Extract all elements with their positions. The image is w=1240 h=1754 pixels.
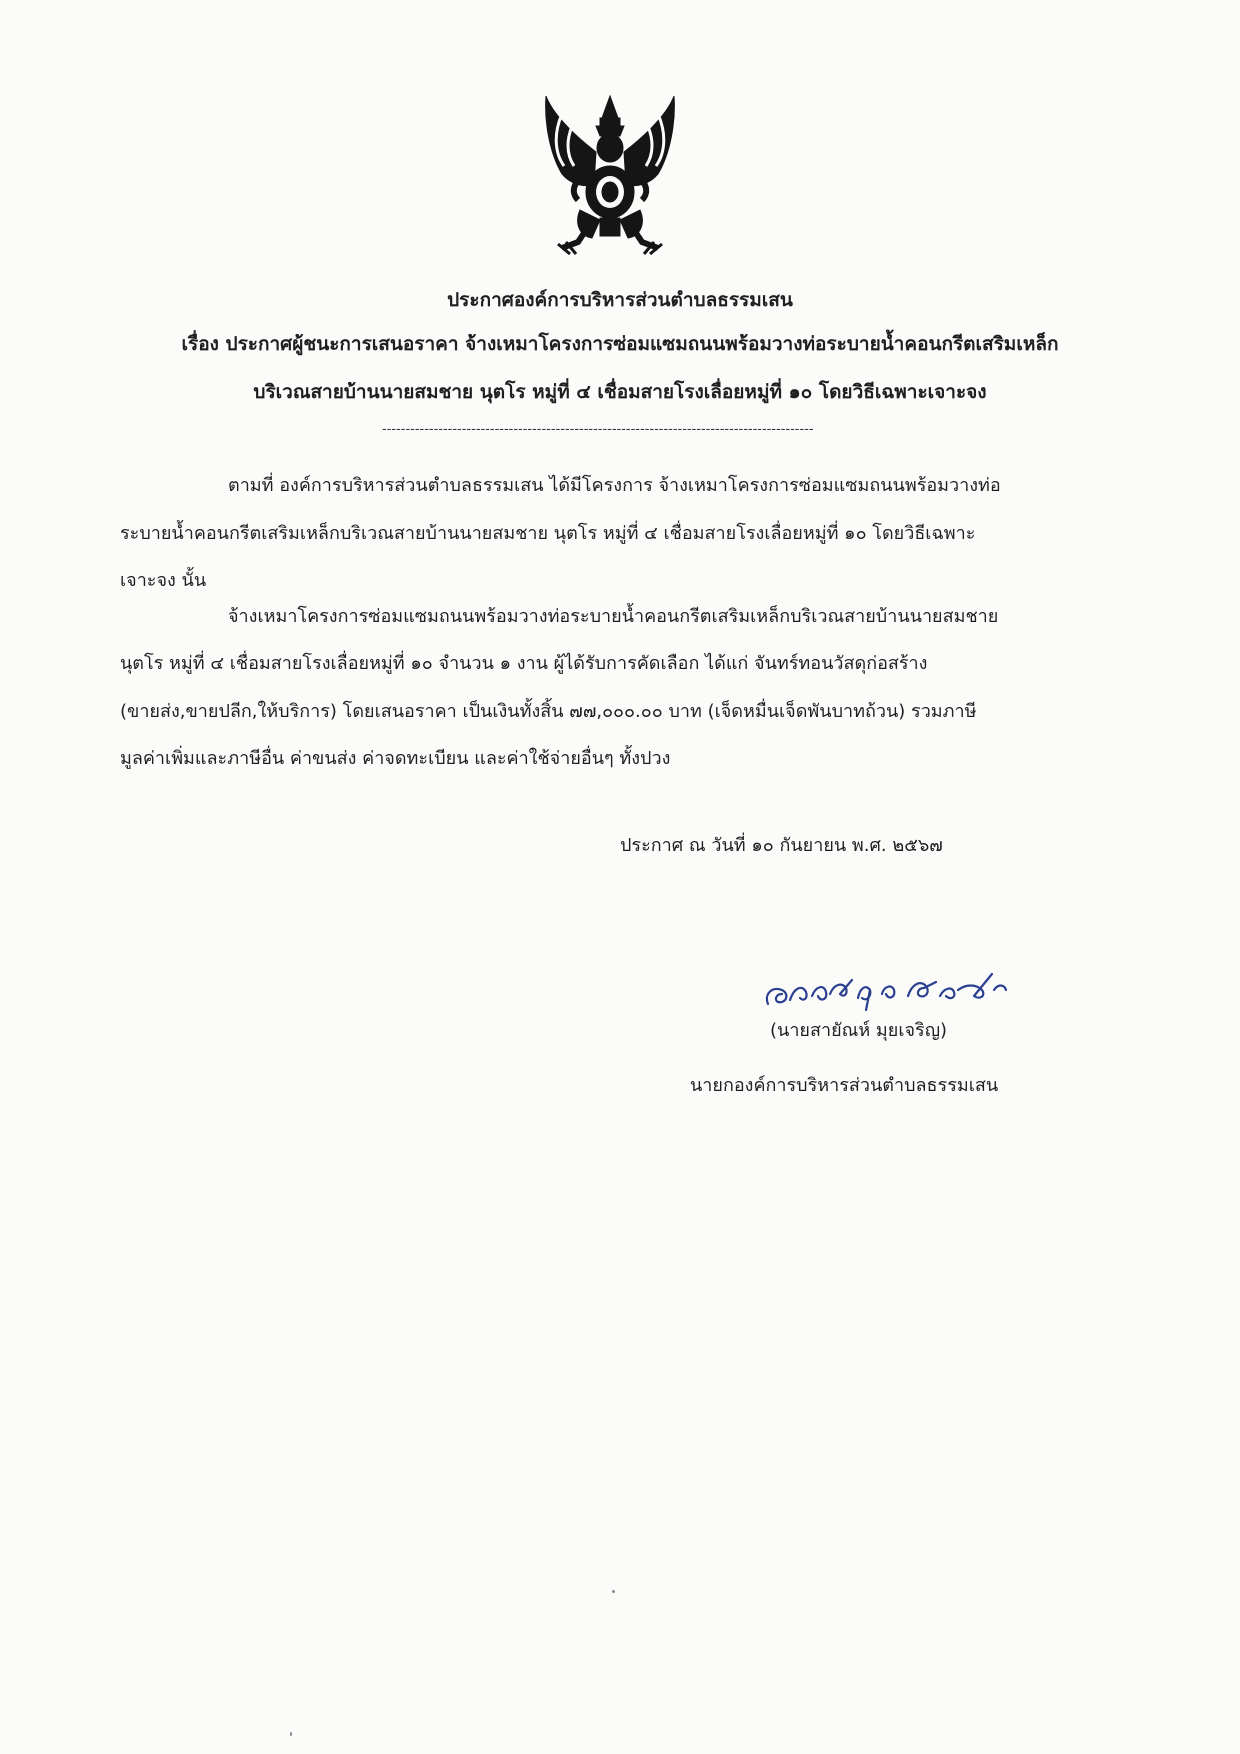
paragraph-2-line-1: จ้างเหมาโครงการซ่อมแซมถนนพร้อมวางท่อระบายน้ำคอนกรีตเสริมเหล็กบริเวณสายบ้านนายสมชาย bbox=[228, 606, 999, 627]
scan-speck bbox=[612, 1590, 615, 1593]
handwritten-signature bbox=[760, 960, 1060, 1016]
paragraph-2-line-4: มูลค่าเพิ่มและภาษีอื่น ค่าขนส่ง ค่าจดทะเบียน และค่าใช้จ่ายอื่นๆ ทั้งปวง bbox=[120, 748, 671, 769]
paragraph-1-line-2: ระบายน้ำคอนกรีตเสริมเหล็กบริเวณสายบ้านนายสมชาย นุตโร หมู่ที่ ๔ เชื่อมสายโรงเลื่อยหมู่ที่ ๑๐ โดยวิธีเฉพาะ bbox=[120, 523, 976, 544]
paragraph-1-line-3: เจาะจง นั้น bbox=[120, 570, 207, 591]
announcement-title: ประกาศองค์การบริหารส่วนตำบลธรรมเสน bbox=[447, 289, 793, 311]
divider-line: -------------------------------------------------------------------------------------------- bbox=[382, 422, 814, 437]
paragraph-2-line-3: (ขายส่ง,ขายปลีก,ให้บริการ) โดยเสนอราคา เป็นเงินทั้งสิ้น ๗๗,๐๐๐.๐๐ บาท (เจ็ดหมื่นเจ็ดพันบาทถ้วน) รวมภาษี bbox=[120, 701, 977, 722]
paragraph-2-line-2: นุตโร หมู่ที่ ๔ เชื่อมสายโรงเลื่อยหมู่ที่ ๑๐ จำนวน ๑ งาน ผู้ได้รับการคัดเลือก ได้แก่ จันทร์ทอนวัสดุก่อสร้าง bbox=[120, 653, 928, 674]
signer-name: (นายสายัณห์ มุยเจริญ) bbox=[770, 1020, 948, 1041]
announcement-date: ประกาศ ณ วันที่ ๑๐ กันยายน พ.ศ. ๒๕๖๗ bbox=[620, 835, 943, 856]
signer-position: นายกองค์การบริหารส่วนตำบลธรรมเสน bbox=[690, 1075, 999, 1096]
garuda-emblem-icon bbox=[540, 92, 680, 257]
announcement-subject: เรื่อง ประกาศผู้ชนะการเสนอราคา จ้างเหมาโครงการซ่อมแซมถนนพร้อมวางท่อระบายน้ำคอนกรีตเสริมเหล็ก bbox=[181, 333, 1059, 355]
announcement-subject-cont: บริเวณสายบ้านนายสมชาย นุตโร หมู่ที่ ๔ เชื่อมสายโรงเลื่อยหมู่ที่ ๑๐ โดยวิธีเฉพาะเจาะจง bbox=[253, 381, 987, 403]
paragraph-1-line-1: ตามที่ องค์การบริหารส่วนตำบลธรรมเสน ได้มีโครงการ จ้างเหมาโครงการซ่อมแซมถนนพร้อมวางท่อ bbox=[228, 475, 1001, 496]
scan-speck bbox=[290, 1732, 292, 1736]
